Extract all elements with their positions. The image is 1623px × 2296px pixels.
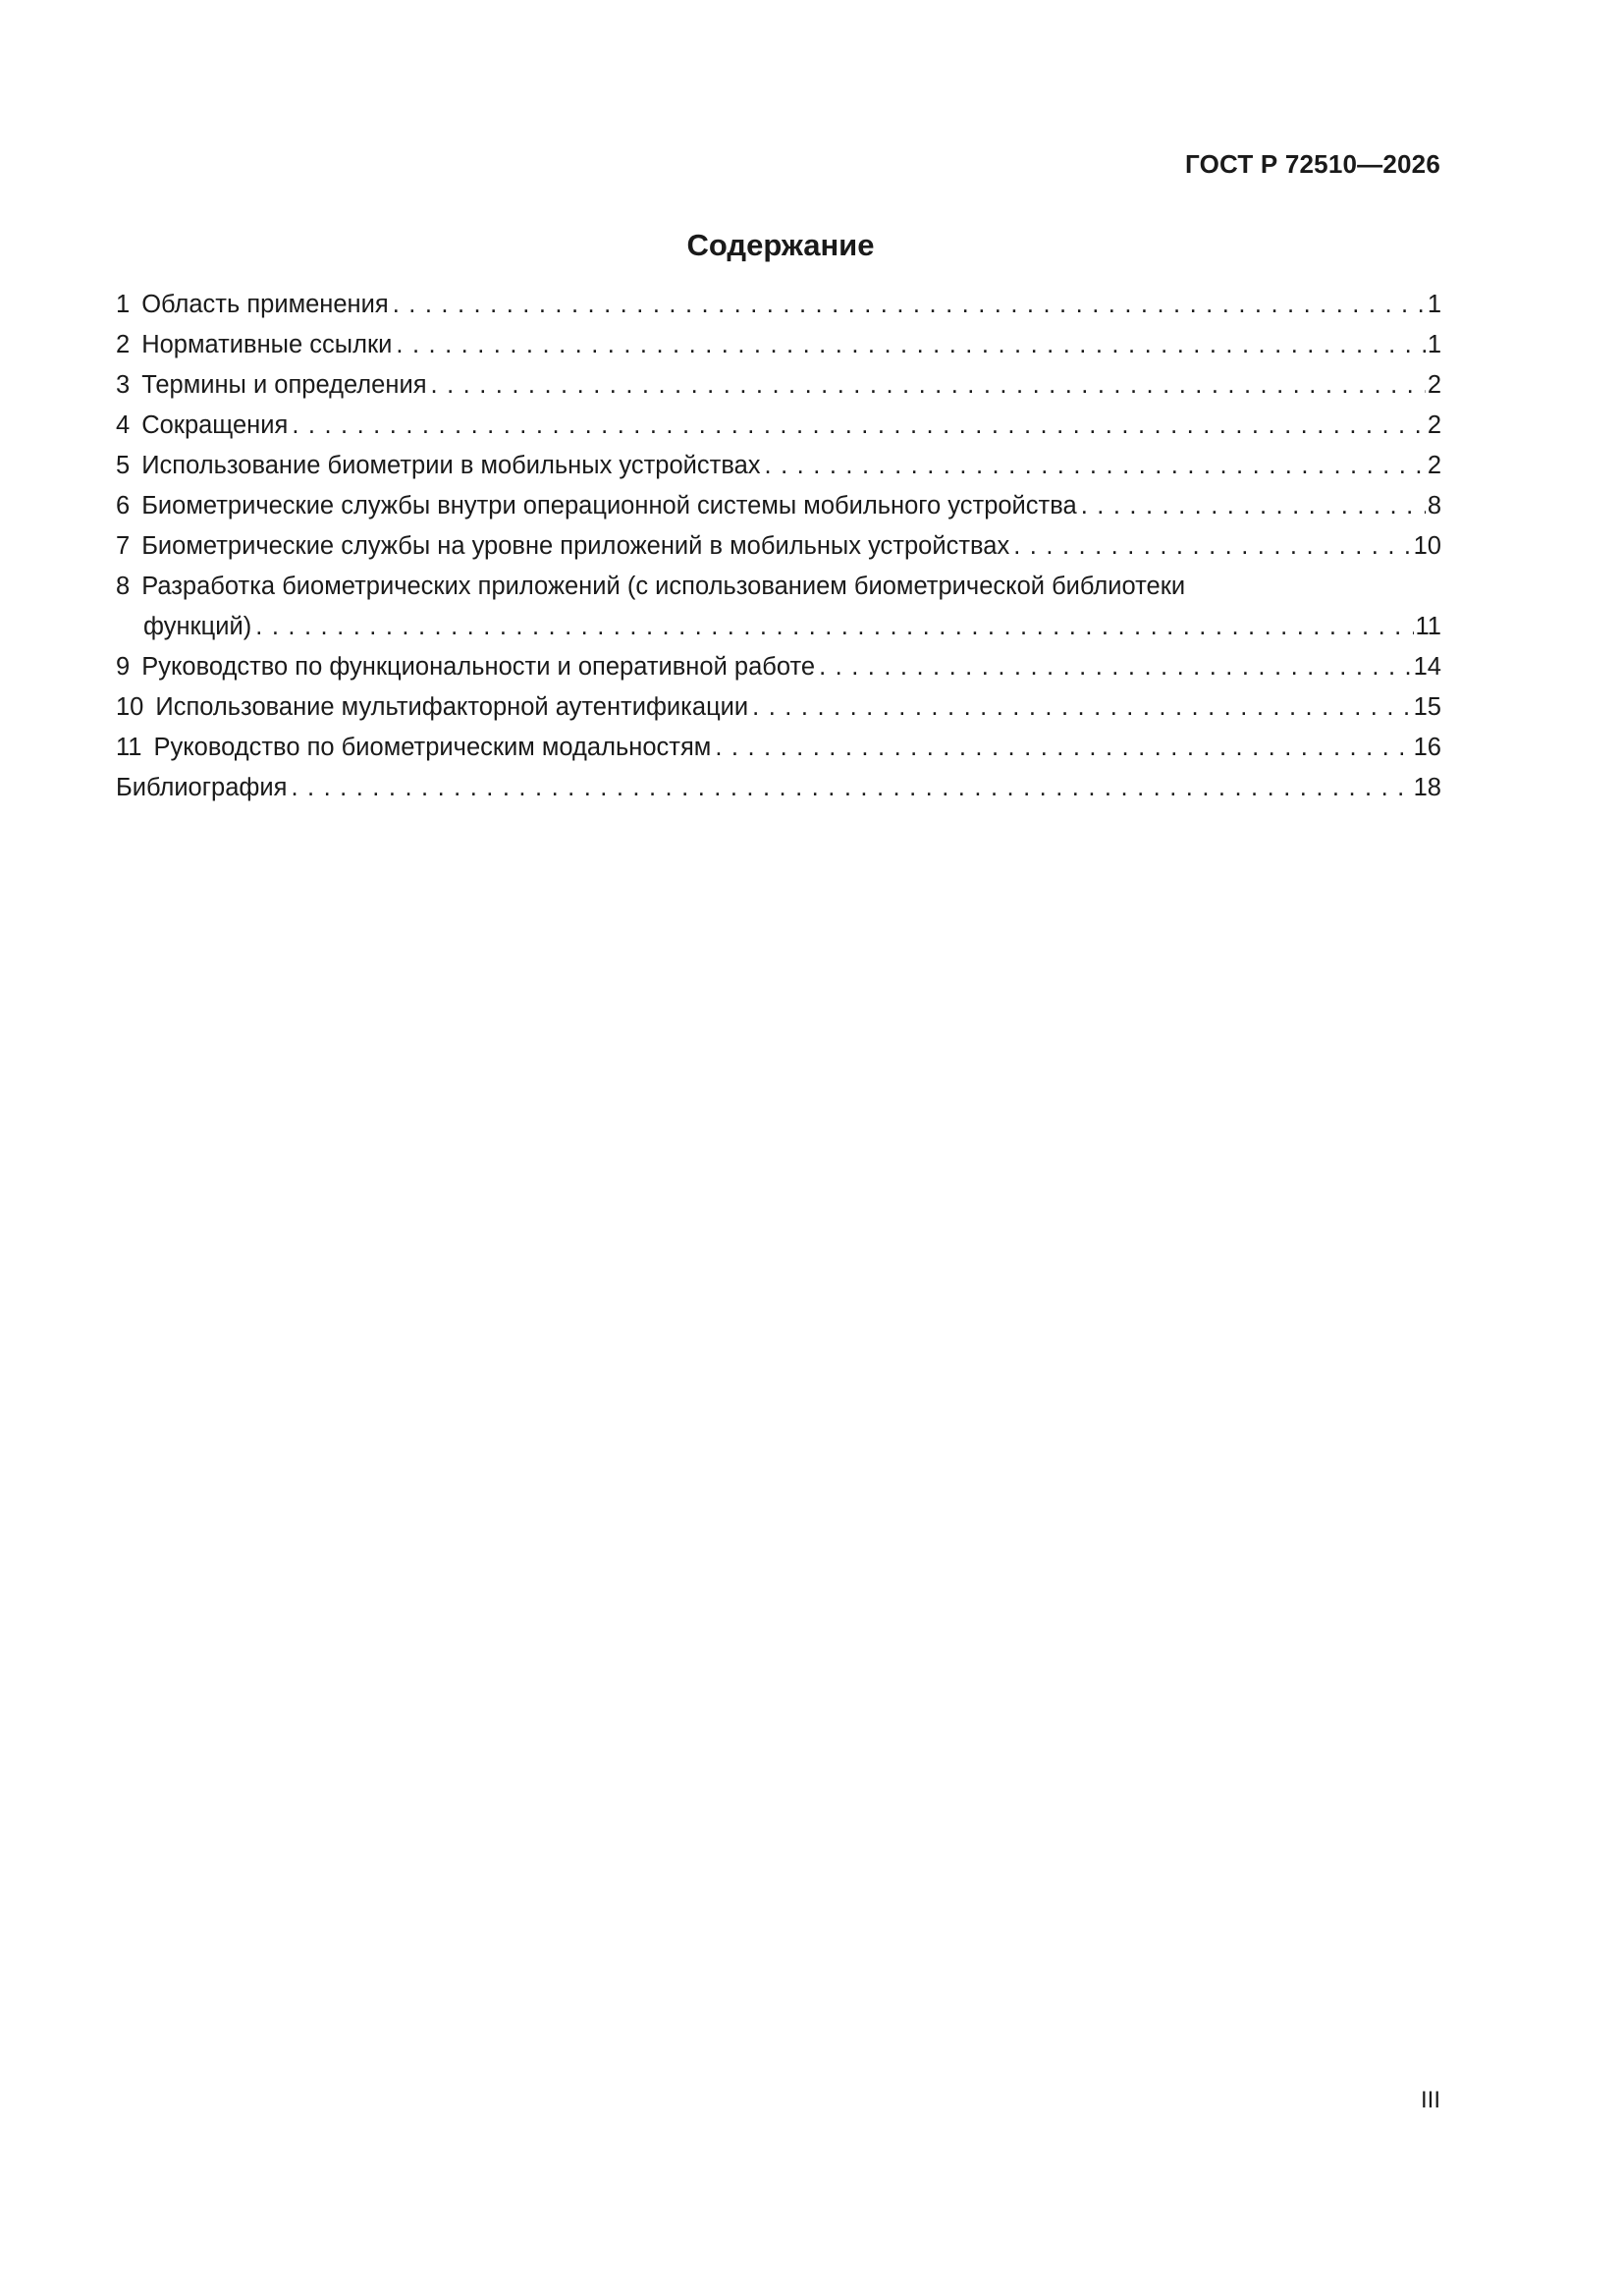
toc-item-number: 10	[116, 693, 144, 721]
toc-item-label: Руководство по биометрическим модальностям	[153, 734, 712, 761]
toc-item-label: Нормативные ссылки	[141, 331, 393, 358]
toc-item[interactable]	[116, 365, 1441, 406]
toc-item-page: 11	[1415, 613, 1441, 640]
toc-item-number: 4	[116, 411, 131, 439]
page-number: III	[1420, 2087, 1440, 2113]
toc-item-number: 3	[116, 371, 131, 399]
toc-item-page: 18	[1413, 774, 1441, 801]
toc-dot-leader	[292, 406, 1425, 446]
toc-item-page: 2	[1427, 452, 1441, 479]
toc-item-page: 14	[1413, 653, 1441, 681]
toc-item[interactable]	[116, 526, 1441, 567]
document-code: ГОСТ Р 72510—2026	[1185, 149, 1440, 179]
toc-item-number: 5	[116, 452, 131, 479]
toc-item-number: 1	[116, 291, 131, 318]
toc-item-number: 6	[116, 492, 131, 519]
toc-dot-leader	[1081, 486, 1426, 526]
toc-item-bibliography[interactable]	[116, 768, 1441, 808]
toc-item-label: Библиография	[116, 774, 288, 801]
toc-item-number: 7	[116, 532, 131, 560]
toc-item[interactable]	[116, 406, 1441, 446]
toc-item-label: Руководство по функциональности и оперативной работе	[141, 653, 816, 681]
toc-item[interactable]	[116, 567, 1441, 607]
toc-dot-leader	[396, 325, 1425, 365]
toc-dot-leader	[291, 768, 1411, 808]
toc-item-number: 11	[116, 734, 142, 761]
toc-item-label-continuation: функций)	[143, 613, 252, 640]
toc-dot-leader	[765, 446, 1426, 486]
toc-item-number: 9	[116, 653, 131, 681]
toc-dot-leader	[1013, 526, 1411, 567]
toc-item-label: Использование мультифакторной аутентификации	[155, 693, 749, 721]
toc-dot-leader	[752, 687, 1411, 728]
toc-dot-leader	[393, 285, 1426, 325]
toc-item-continuation[interactable]	[116, 607, 1441, 647]
toc-item-page: 10	[1413, 532, 1441, 560]
toc-item-page: 8	[1427, 492, 1441, 519]
toc-item-label: Биометрические службы на уровне приложений в мобильных устройствах	[141, 532, 1010, 560]
toc-item-label: Биометрические службы внутри операционной системы мобильного устройства	[141, 492, 1077, 519]
toc-item-page: 2	[1427, 371, 1441, 399]
toc-item[interactable]	[116, 486, 1441, 526]
toc-dot-leader	[715, 728, 1411, 768]
toc-item[interactable]	[116, 446, 1441, 486]
toc-item-page: 15	[1413, 693, 1441, 721]
toc-title: Содержание	[686, 228, 875, 262]
toc-item-page: 16	[1413, 734, 1441, 761]
toc-item-page: 1	[1427, 331, 1441, 358]
toc-item[interactable]	[116, 728, 1441, 768]
toc-item-label: Термины и определения	[141, 371, 427, 399]
toc-item[interactable]	[116, 687, 1441, 728]
toc-item[interactable]	[116, 325, 1441, 365]
toc-item-page: 1	[1427, 291, 1441, 318]
toc-item[interactable]	[116, 647, 1441, 687]
toc-dot-leader	[431, 365, 1426, 406]
toc-item-label: Сокращения	[141, 411, 289, 439]
table-of-contents	[116, 285, 1441, 808]
toc-item-label: Использование биометрии в мобильных устройствах	[141, 452, 761, 479]
toc-item-label: Область применения	[141, 291, 389, 318]
toc-item-label: Разработка биометрических приложений (с использованием биометрической библиотеки	[141, 573, 1186, 600]
toc-item-page: 2	[1427, 411, 1441, 439]
toc-dot-leader	[255, 607, 1413, 647]
toc-item[interactable]	[116, 285, 1441, 325]
toc-dot-leader	[819, 647, 1412, 687]
toc-item-number: 2	[116, 331, 131, 358]
toc-item-number: 8	[116, 573, 131, 600]
